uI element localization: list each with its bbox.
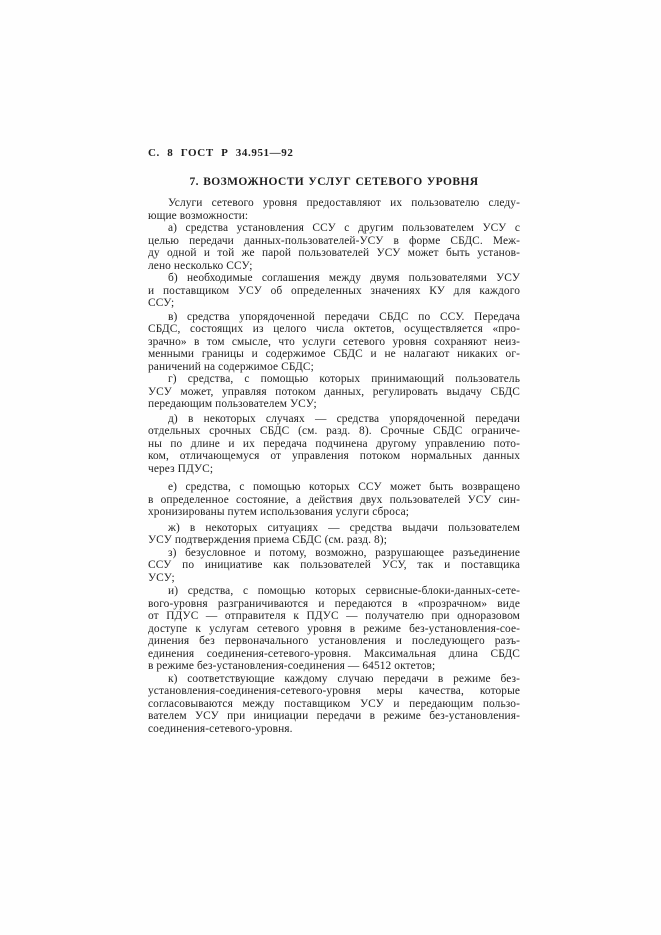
document-paragraph [148, 222, 520, 272]
text-line: раничений на содержимое СБДС; [148, 360, 314, 373]
text-line: в режиме без-установления-соединения — 64512 октетов; [148, 660, 436, 672]
text-line: б) необходимые соглашения между двумя пользователями УСУ [168, 272, 520, 284]
text-line: и поставщиком УСУ об определенных значениях КУ для каждого [148, 284, 520, 297]
text-line: ж) в некоторых ситуациях — средства выдачи пользователем [168, 521, 520, 534]
text-line: в) средства упорядоченной передачи СБДС по ССУ. Передача [168, 310, 520, 323]
text-line: ССУ по инициативе как пользователей УСУ, так и поставщика [148, 559, 520, 571]
text-line: передающим пользователем УСУ; [148, 398, 317, 410]
section-title: 7. ВОЗМОЖНОСТИ УСЛУГ СЕТЕВОГО УРОВНЯ [189, 176, 479, 188]
document-paragraph [148, 413, 520, 476]
text-line: УСУ подтверждения приема СБДС (см. разд. 8); [148, 534, 387, 546]
text-line: ны по длине и их передача подчинена другому управлению пото- [148, 437, 520, 450]
text-line: е) средства, с помощью которых ССУ может быть возвращено [168, 481, 520, 493]
document-paragraph [148, 547, 520, 585]
document-paragraph [148, 585, 520, 673]
text-line: ком, отличающемуся от управления потоком нормальных данных [148, 450, 520, 462]
text-line: доступе к услугам сетевого уровня в режиме без-установления-сое- [148, 622, 520, 635]
text-line: а) средства установления ССУ с другим пользователем УСУ с [168, 222, 520, 234]
text-line: лено несколько ССУ; [148, 259, 253, 272]
text-line: через ПДУС; [148, 462, 214, 475]
document-paragraph [148, 373, 520, 411]
text-line: динения без первоначального установления и последующего разъ- [148, 635, 520, 647]
document-paragraph [148, 197, 520, 222]
text-line: вого-уровня разграничиваются и передаются в «прозрачном» виде [148, 597, 520, 610]
document-paragraph [148, 481, 520, 519]
text-line: УСУ; [148, 571, 175, 584]
page-header: С. 8 ГОСТ Р 34.951—92 [148, 147, 294, 159]
text-line: г) средства, с помощью которых принимающий пользователь [168, 373, 520, 385]
text-line: от ПДУС — отправителя к ПДУС — получателю при одноразовом [148, 610, 520, 622]
document-paragraph [148, 311, 520, 374]
text-line: д) в некоторых случаях — средства упорядоченной передачи [168, 412, 520, 425]
text-line: согласовываются между поставщиком УСУ и передающим пользо- [148, 697, 520, 710]
text-line: менными границы и содержимое СБДС и не налагают никаких ог- [148, 348, 520, 360]
text-line: Услуги сетевого уровня предоставляют их пользователю следу- [168, 197, 520, 209]
text-line: единения соединения-сетевого-уровня. Максимальная длина СБДС [148, 647, 520, 660]
document-paragraph [148, 272, 520, 310]
text-line: ющие возможности: [148, 209, 249, 222]
text-line: УСУ может, управляя потоком данных, регулировать выдачу СБДС [148, 385, 520, 398]
text-line: установления-соединения-сетевого-уровня меры качества, которые [148, 685, 520, 697]
text-line: хронизированы путем использования услуги сброса; [148, 506, 410, 518]
text-line: в определенное состояние, а действия двух пользователей УСУ син- [148, 493, 520, 506]
text-line: зрачно» в том смысле, что услуги сетевого уровня сохраняют неиз- [148, 335, 520, 348]
document-body [148, 197, 520, 735]
text-line: ССУ; [148, 297, 175, 309]
document-content [148, 147, 520, 735]
text-line: и) средства, с помощью которых сервисные-блоки-данных-сете- [168, 585, 520, 597]
text-line: вателем УСУ при инициации передачи в режиме без-установления- [148, 710, 520, 722]
text-line: к) соответствующие каждому случаю передачи в режиме без- [168, 672, 520, 685]
document-paragraph [148, 522, 520, 547]
text-line: целью передачи данных-пользователей-УСУ в форме СБДС. Меж- [148, 234, 520, 247]
text-line: з) безусловное и потому, возможно, разрушающее разъединение [168, 546, 520, 559]
text-line: соединения-сетевого-уровня. [148, 722, 293, 735]
text-line: СБДС, состоящих из целого числа октетов, осуществляется «про- [148, 323, 520, 335]
document-paragraph [148, 673, 520, 736]
text-line: отдельных срочных СБДС (см. разд. 8). Срочные СБДС ограниче- [148, 425, 520, 437]
text-line: ду одной и той же парой пользователей УСУ может быть установ- [148, 247, 520, 259]
